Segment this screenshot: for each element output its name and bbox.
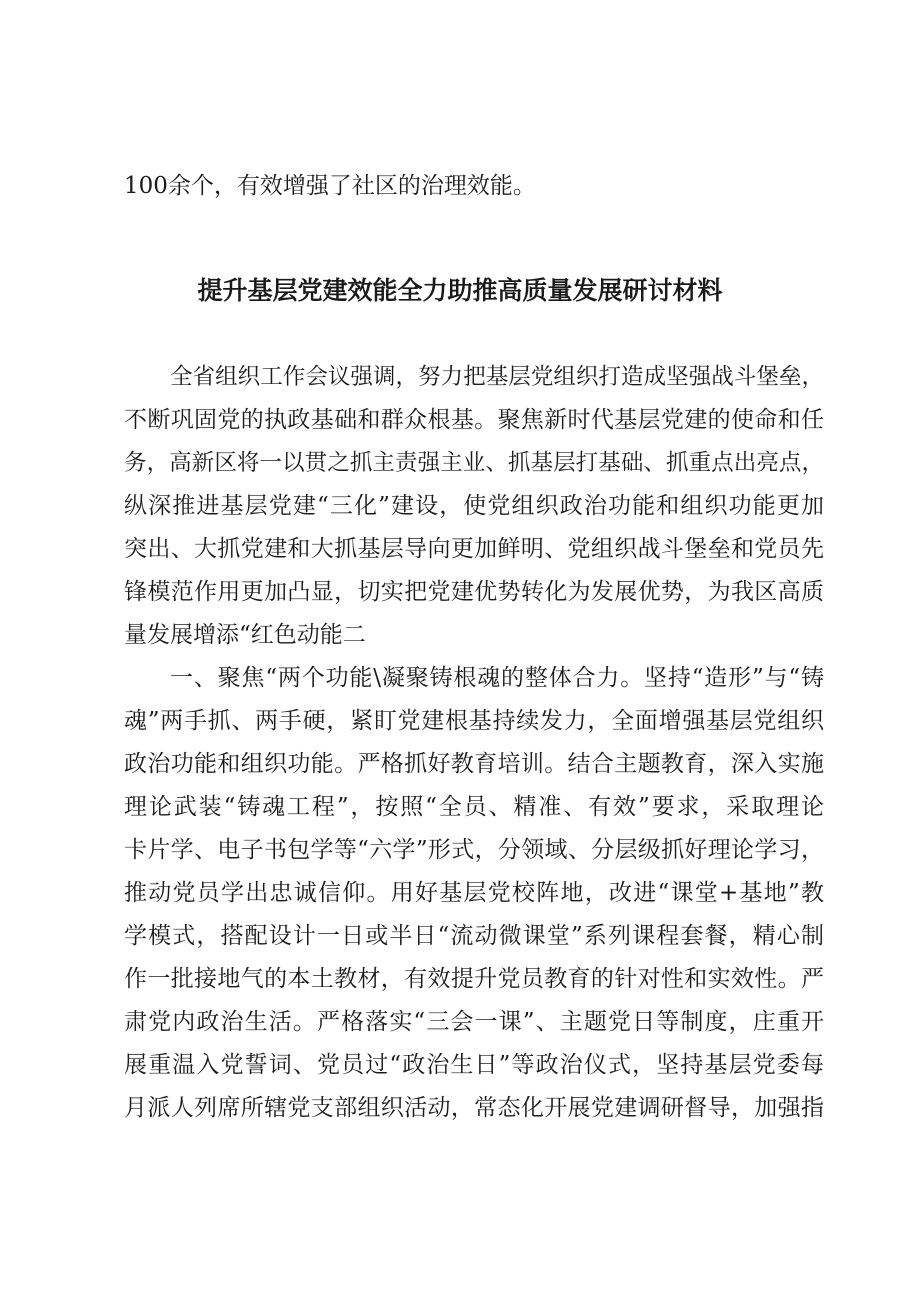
paragraph-2-line: 政治功能和组织功能。严格抓好教育培训。结合主题教育，深入实施 [124,751,824,777]
paragraph-2-line: 作一批接地气的本土教材，有效提升党员教育的针对性和实效性。严 [124,966,824,992]
paragraph-2-line: 推动党员学出忠诚信仰。用好基层党校阵地，改进“课堂+基地”教 [124,880,824,906]
document-title: 提升基层党建效能全力助推高质量发展研讨材料 [197,276,723,305]
paragraph-2-line: 卡片学、电子书包学等“六学”形式，分领域、分层级抓好理论学习， [124,837,824,863]
paragraph-2-line: 魂”两手抓、两手硬，紧盯党建根基持续发力，全面增强基层党组织 [124,708,824,734]
paragraph-1-line: 全省组织工作会议强调，努力把基层党组织打造成坚强战斗堡垒， [170,364,824,390]
paragraph-2-line: 学模式，搭配设计一日或半日“流动微课堂”系列课程套餐，精心制 [124,923,824,949]
paragraph-2-line: 月派人列席所辖党支部组织活动，常态化开展党建调研督导，加强指 [124,1095,824,1121]
paragraph-1-line: 突出、大抓党建和大抓基层导向更加鲜明、党组织战斗堡垒和党员先 [124,536,824,562]
carryover-line: 100余个，有效增强了社区的治理效能。 [124,173,536,199]
paragraph-2-line: 一、聚焦“两个功能\凝聚铸根魂的整体合力。坚持“造形”与“铸 [170,665,824,691]
paragraph-1-line: 纵深推进基层党建“三化”建设，使党组织政治功能和组织功能更加 [124,493,824,519]
paragraph-1-line: 量发展增添“红色动能二 [124,622,366,648]
paragraph-1-line: 不断巩固党的执政基础和群众根基。聚焦新时代基层党建的使命和任 [124,407,824,433]
paragraph-1-line: 锋模范作用更加凸显，切实把党建优势转化为发展优势，为我区高质 [124,579,824,605]
paragraph-2-line: 展重温入党誓词、党员过“政治生日”等政治仪式，坚持基层党委每 [124,1052,824,1078]
paragraph-2-line: 理论武装“铸魂工程”，按照“全员、精准、有效”要求，采取理论 [124,794,824,820]
paragraph-1-line: 务，高新区将一以贯之抓主责强主业、抓基层打基础、抓重点出亮点， [124,450,824,476]
paragraph-2-line: 肃党内政治生活。严格落实“三会一课”、主题党日等制度，庄重开 [124,1009,824,1035]
